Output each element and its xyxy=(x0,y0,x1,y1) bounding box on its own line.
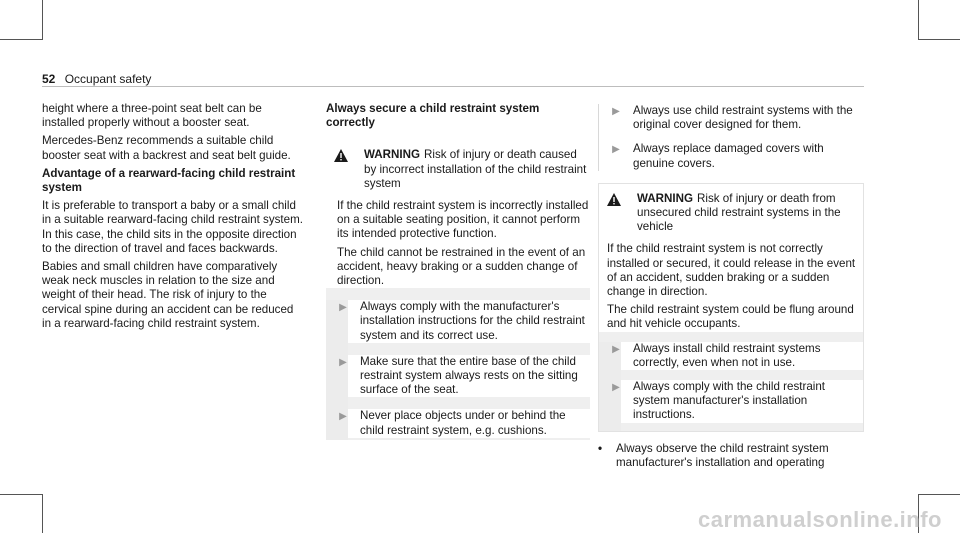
instruction-text: Always comply with the manufacturer's installation instructions for the child restraint system and its correct use. xyxy=(360,300,585,342)
crop-mark xyxy=(42,0,43,40)
arrow-icon: ▶ xyxy=(612,106,620,117)
warning-header xyxy=(599,184,863,241)
paragraph: If the child restraint system is incorrectly installed on a suitable seating position, it cannot perform its intended protective function. xyxy=(337,199,589,241)
page-header xyxy=(42,72,151,86)
left-column xyxy=(42,102,304,335)
bullet-point: • xyxy=(598,441,603,455)
warning-body xyxy=(326,197,590,288)
paragraph: Babies and small children have comparatively weak neck muscles in relation to the size and weight of their head. The risk of injury to the cervical spine during an accident can be reduced in a rearward-facing child restraint system. xyxy=(42,260,294,330)
warning-header xyxy=(326,144,590,197)
instruction-item xyxy=(599,142,864,170)
warning-box xyxy=(598,183,864,432)
instruction-list-top xyxy=(598,104,864,171)
warning-title: Risk of injury or death caused by incorrect installation of the child restraint system xyxy=(364,148,587,190)
instruction-text: Make sure that the entire base of the child restraint system always rests on the sitting surface of the seat. xyxy=(360,354,578,397)
warning-label: WARNING xyxy=(637,191,694,205)
crop-mark xyxy=(0,39,42,40)
section-heading: Advantage of a rearward-facing child restraint system xyxy=(42,166,296,195)
section-heading: Always secure a child restraint system correctly xyxy=(326,102,540,130)
paragraph: The child restraint system could be flung around and hit vehicle occupants. xyxy=(607,303,854,331)
instruction-text: Always replace damaged covers with genuine covers. xyxy=(633,142,824,170)
paragraph: The child cannot be restrained in the event of an accident, heavy braking or a sudden change of direction. xyxy=(337,245,586,288)
warning-triangle-icon xyxy=(599,192,637,235)
instruction-text: Always comply with the child restraint system manufacturer's installation instructions. xyxy=(633,380,826,422)
warning-instructions xyxy=(326,300,590,440)
arrow-icon: ▶ xyxy=(339,356,347,368)
warning-box xyxy=(326,144,590,439)
warning-title: Risk of injury or death from unsecured child restraint systems in the vehicle xyxy=(637,191,841,234)
instruction-text: Always use child restraint systems with the original cover designed for them. xyxy=(633,104,853,132)
crop-mark xyxy=(918,0,919,40)
arrow-icon: ▶ xyxy=(339,302,347,314)
list-item xyxy=(598,442,864,470)
crop-mark xyxy=(918,39,960,40)
arrow-icon: ▶ xyxy=(612,343,620,355)
arrow-icon: ▶ xyxy=(339,411,347,423)
crop-mark xyxy=(42,494,43,533)
paragraph: Mercedes-Benz recommends a suitable child booster seat with a backrest and seat belt guide. xyxy=(42,134,291,162)
warning-label: WARNING xyxy=(364,148,421,162)
instruction-item xyxy=(612,380,863,423)
warning-triangle-icon xyxy=(326,148,364,191)
instruction-item xyxy=(339,354,590,398)
instruction-item xyxy=(339,409,590,437)
paragraph: It is preferable to transport a baby or a small child in a suitable rearward-facing child restraint system. In this case, the child sits in the opposite direction to the direction of travel and faces backwards. xyxy=(42,199,303,255)
warning-body xyxy=(599,240,863,331)
crop-mark xyxy=(0,494,42,495)
instruction-text: Always install child restraint systems correctly, even when not in use. xyxy=(633,341,821,369)
arrow-icon: ▶ xyxy=(612,144,620,156)
arrow-icon: ▶ xyxy=(612,382,620,394)
crop-mark xyxy=(918,494,960,495)
instruction-item xyxy=(612,341,863,370)
middle-column xyxy=(326,102,590,440)
header-divider xyxy=(42,86,864,87)
warning-instructions xyxy=(599,342,863,431)
paragraph: If the child restraint system is not correctly installed or secured, it could release in the event of an accident, sudden braking or a sudden change in direction. xyxy=(607,242,856,299)
list-item-text: Always observe the child restraint system manufacturer's installation and operating xyxy=(616,441,829,469)
page-number: 52 xyxy=(42,72,56,86)
right-column xyxy=(598,104,864,470)
paragraph: height where a three-point seat belt can be installed properly without a booster seat. xyxy=(42,102,262,130)
instruction-text: Never place objects under or behind the child restraint system, e.g. cushions. xyxy=(360,409,566,437)
section-title: Occupant safety xyxy=(64,72,152,86)
watermark: carmanualsonline.info xyxy=(698,506,942,532)
instruction-item xyxy=(339,300,590,343)
instruction-item xyxy=(599,104,864,132)
